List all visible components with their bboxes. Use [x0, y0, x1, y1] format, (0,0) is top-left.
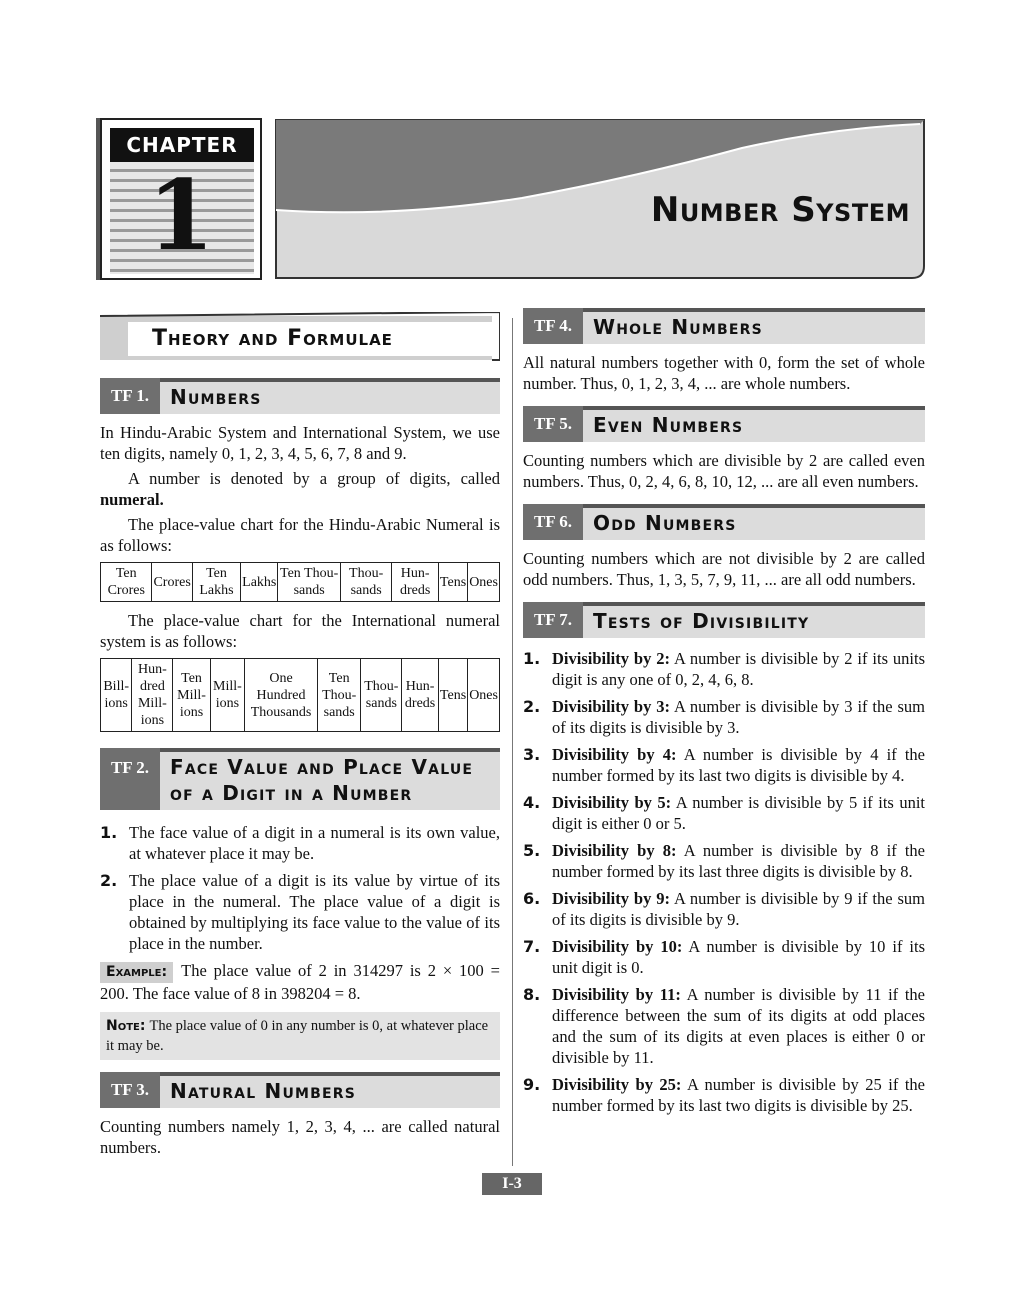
theory-heading-box [100, 312, 500, 362]
table-cell: Ones [468, 563, 500, 602]
table-cell: Hun-dreds [402, 659, 439, 732]
item-text: A number is divisible by 8 if the number formed by its last three digits is divisible by 8. [552, 841, 925, 881]
item-label: Divisibility by 2: [552, 649, 670, 668]
list-item [523, 744, 925, 786]
tf2-title [160, 748, 500, 810]
tf3-text: Counting numbers namely 1, 2, 3, 4, ... are called natural numbers. [100, 1117, 500, 1157]
chapter-label: CHAPTER [110, 128, 254, 162]
table-cell: Hun-dreds [392, 563, 439, 602]
item-number: 6. [523, 889, 541, 908]
list-item [100, 870, 500, 954]
tf6-text: Counting numbers which are not divisible by 2 are called odd numbers. Thus, 1, 3, 5, 7, 9, 11, ... are all odd numbers. [523, 549, 925, 589]
item-text: A number is divisible by 5 if its unit digit is either 0 or 5. [552, 793, 926, 833]
table-cell: One Hundred Thousands [245, 659, 318, 732]
item-text: A number is divisible by 11 if the difference between the sum of its digits at odd places and the sum of its digits at even places is either 0 or divisible by 11. [552, 985, 925, 1067]
tf3-number: TF 3. [100, 1072, 160, 1108]
item-label: Divisibility by 5: [552, 793, 672, 812]
page-number: I-3 [482, 1173, 542, 1195]
item-text: A number is divisible by 4 if the number formed by its last two digits is divisible by 4. [552, 745, 925, 785]
tf3-title: Natural Numbers [160, 1072, 500, 1108]
tf1-paragraph-1: In Hindu-Arabic System and International System, we use ten digits, namely 0, 1, 2, 3, 4, 5, 6, 7, 8 and 9. [100, 423, 500, 463]
tf7-heading [523, 602, 925, 638]
left-column [100, 300, 500, 1158]
item-number: 4. [523, 793, 541, 812]
item-label: Divisibility by 10: [552, 937, 683, 956]
item-number: 1. [100, 823, 118, 842]
table-cell: Ten Thou-sands [278, 563, 341, 602]
chapter-title: Number System [650, 190, 910, 230]
tf1-p2-text: A number is denoted by a group of digits, called [128, 469, 500, 488]
tf4-title: Whole Numbers [583, 308, 925, 344]
tf2-title-line-2: of a Digit in a Number [170, 781, 413, 805]
tf2-note [100, 1012, 500, 1060]
tf1-heading [100, 378, 500, 414]
example-text: The place value of 2 in 314297 is 2 × 100 = 200. The face value of 8 in 398204 = 8. [100, 961, 500, 1003]
chapter-number: 1 [147, 159, 215, 272]
note-text: The place value of 0 in any number is 0, at whatever place it may be. [106, 1018, 489, 1054]
tf2-title-line-1: Face Value and Place Value [170, 755, 474, 779]
tf6-title: Odd Numbers [583, 504, 925, 540]
list-item [523, 888, 925, 930]
item-label: Divisibility by 4: [552, 745, 677, 764]
tf1-paragraph-2 [100, 468, 500, 510]
table-cell: Thou-sands [361, 659, 402, 732]
item-number: 1. [523, 649, 541, 668]
item-label: Divisibility by 11: [552, 985, 681, 1004]
example-label: Example: [100, 962, 173, 983]
item-label: Divisibility by 8: [552, 841, 677, 860]
item-number: 3. [523, 745, 541, 764]
item-text: A number is divisible by 9 if the sum of its digits is divisible by 9. [552, 889, 925, 929]
theory-heading: Theory and Formulae [152, 326, 393, 351]
table-cell: Tens [438, 563, 467, 602]
hindu-arabic-place-value-table [100, 562, 500, 602]
hindu-table-row [101, 563, 500, 602]
tf1-p2-term: numeral. [100, 490, 164, 509]
table-cell: Lakhs [241, 563, 278, 602]
list-item [523, 696, 925, 738]
table-cell: Ten Lakhs [192, 563, 240, 602]
tf1-paragraph-4: The place-value chart for the International numeral system is as follows: [100, 611, 500, 651]
tf7-title: Tests of Divisibility [583, 602, 925, 638]
tf7-number: TF 7. [523, 602, 583, 638]
table-cell: Crores [152, 563, 192, 602]
tf2-number: TF 2. [100, 748, 160, 810]
tf6-heading [523, 504, 925, 540]
table-cell: Ones [468, 659, 500, 732]
item-label: Divisibility by 3: [552, 697, 670, 716]
international-place-value-table [100, 658, 500, 732]
list-item [523, 840, 925, 882]
item-number: 2. [100, 871, 118, 890]
item-number: 7. [523, 937, 541, 956]
table-cell: Hun-dred Mill-ions [132, 659, 173, 732]
tf1-paragraph-3: The place-value chart for the Hindu-Arabic Numeral is as follows: [100, 515, 500, 555]
item-text: A number is divisible by 2 if its units digit is any one of 0, 2, 4, 6, 8. [552, 649, 925, 689]
table-cell: Bill-ions [101, 659, 132, 732]
tf1-title: Numbers [160, 378, 500, 414]
item-text: The place value of a digit is its value by virtue of its place in the numeral. The place value of a digit is obtained by multiplying its face value to the value of its place in the number. [129, 871, 500, 953]
chapter-box [100, 118, 262, 280]
tf5-number: TF 5. [523, 406, 583, 442]
list-item [100, 822, 500, 864]
item-number: 9. [523, 1075, 541, 1094]
item-label: Divisibility by 25: [552, 1075, 682, 1094]
tf1-number: TF 1. [100, 378, 160, 414]
tf2-example [100, 960, 500, 1004]
table-cell: Thou-sands [340, 563, 392, 602]
right-column [523, 300, 925, 1116]
tf5-heading [523, 406, 925, 442]
tf2-heading [100, 748, 500, 810]
tf2-list [100, 822, 500, 954]
list-item [523, 936, 925, 978]
tf5-text: Counting numbers which are divisible by 2 are called even numbers. Thus, 0, 2, 4, 6, 8, 10, 12, ... are all even numbers. [523, 451, 925, 491]
table-cell: Tens [438, 659, 467, 732]
list-item [523, 648, 925, 690]
tf4-heading [523, 308, 925, 344]
item-text: A number is divisible by 25 if the number formed by its last two digits is divisible by 25. [552, 1075, 925, 1115]
table-cell: Mill-ions [210, 659, 244, 732]
item-label: Divisibility by 9: [552, 889, 670, 908]
item-number: 8. [523, 985, 541, 1004]
column-divider [512, 318, 513, 1166]
note-label: Note: [106, 1018, 146, 1034]
list-item [523, 1074, 925, 1116]
item-number: 2. [523, 697, 541, 716]
list-item [523, 984, 925, 1068]
table-cell: Ten Thou-sands [317, 659, 361, 732]
item-text: The face value of a digit in a numeral is its own value, at whatever place it may be. [129, 823, 500, 863]
tf5-title: Even Numbers [583, 406, 925, 442]
intl-table-row [101, 659, 500, 732]
tf3-heading [100, 1072, 500, 1108]
table-cell: Ten Mill-ions [173, 659, 210, 732]
list-item [523, 792, 925, 834]
divisibility-list [523, 648, 925, 1116]
tf4-text: All natural numbers together with 0, form the set of whole number. Thus, 0, 1, 2, 3, 4, ... are whole numbers. [523, 353, 925, 393]
tf4-number: TF 4. [523, 308, 583, 344]
item-number: 5. [523, 841, 541, 860]
item-text: A number is divisible by 3 if the sum of its digits is divisible by 3. [552, 697, 925, 737]
table-cell: Ten Crores [101, 563, 152, 602]
tf6-number: TF 6. [523, 504, 583, 540]
item-text: A number is divisible by 10 if its unit digit is 0. [552, 937, 925, 977]
